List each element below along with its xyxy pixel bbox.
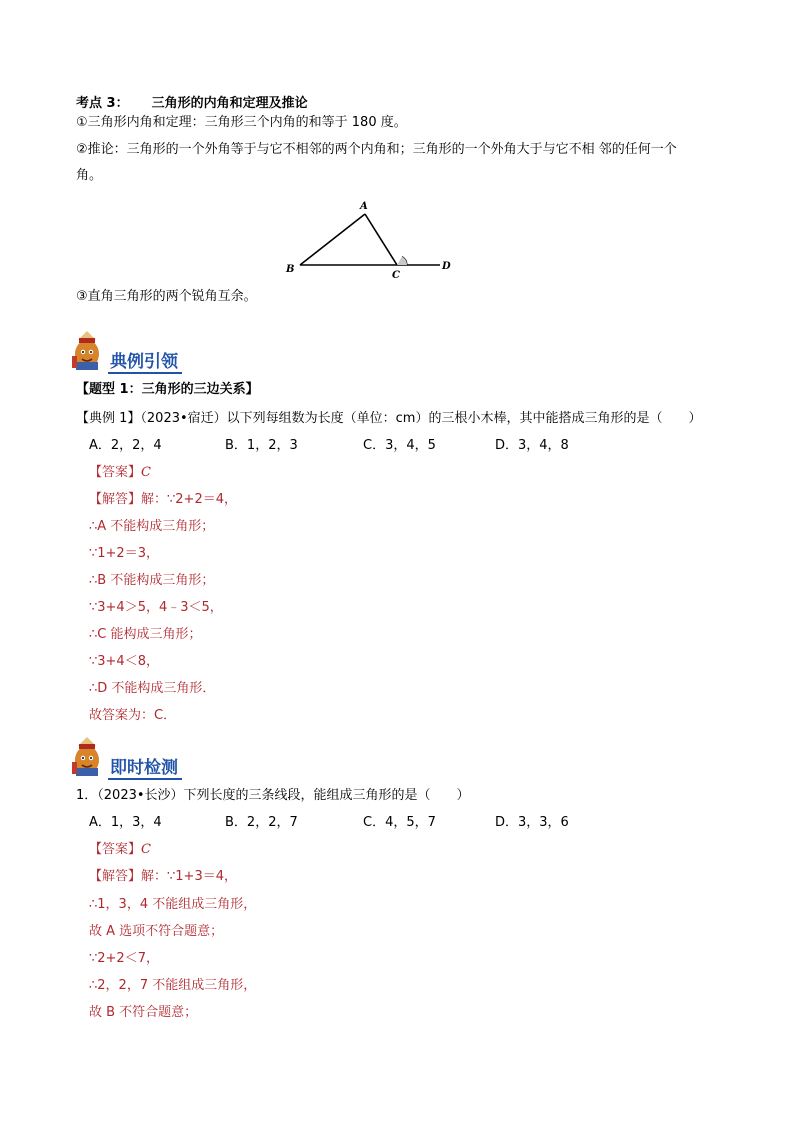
answer-value: C [141,465,151,480]
exterior-angle-fill [397,257,407,266]
kaodian-heading [76,95,308,113]
right-triangle-paragraph: ③直角三角形的两个锐角互余。 [76,289,257,304]
option-b: B．2，2，7 [225,815,298,830]
example-options [89,437,569,455]
label-a: A [360,201,368,212]
answer-label: 【答案】 [89,842,142,857]
check-solution-line-5: ∴2，2，7 不能组成三角形， [89,978,257,993]
corollary-paragraph-line1: ②推论：三角形的一个外角等于与它不相邻的两个内角和；三角形的一个外角大于与它不相 邻的任何一个 [76,142,677,157]
check-solution-line-4: ∵2+2＜7， [89,951,159,966]
solution-label: 【解答】 [89,492,142,507]
check-question: 1．（2023•长沙）下列长度的三条线段，能组成三角形的是（ ） [76,788,470,803]
label-b: B [286,264,295,275]
check-options [89,814,569,832]
topic-heading: 【题型 1：三角形的三边关系】 [76,382,259,397]
section-check-title: 即时检测 [108,758,182,780]
corollary-paragraph-line2: 角。 [76,168,103,183]
label-c: C [392,270,400,280]
example-solution-line-5: ∵3+4＞5，4﹣3＜5， [89,600,223,615]
check-solution-line-6: 故 B 不符合题意； [89,1005,198,1020]
example-question: 【典例 1】（2023•宿迁）以下列每组数为长度（单位：cm）的三根小木棒，其中能搭成三角形的是（ ） [76,411,702,426]
answer-value: C [141,842,151,857]
check-solution-line-1 [89,868,237,886]
section-example-heading [68,330,182,374]
label-d: D [442,261,451,272]
option-d: D．3，4，8 [495,438,569,453]
kaodian-label: 考点 3： [76,96,129,111]
option-b: B．1，2，3 [225,438,298,453]
example-solution-line-1 [89,491,237,509]
check-solution-line-3: 故 A 选项不符合题意； [89,924,224,939]
example-solution-line-8: ∴D 不能构成三角形． [89,681,216,696]
example-solution-line-2: ∴A 不能构成三角形； [89,519,215,534]
example-answer [89,464,151,482]
kaodian-title: 三角形的内角和定理及推论 [151,96,308,111]
line-ac [365,214,397,265]
option-c: C．3，4，5 [363,438,436,453]
example-solution-line-3: ∵1+2＝3， [89,546,159,561]
theorem-paragraph: ①三角形内角和定理：三角形三个内角的和等于 180 度。 [76,115,407,130]
answer-label: 【答案】 [89,465,142,480]
option-c: C．4，5，7 [363,815,436,830]
line-ba [300,214,365,265]
example-solution-line-6: ∴C 能构成三角形； [89,627,202,642]
example-solution-line-7: ∵3+4＜8， [89,654,159,669]
solution-text: 解：∵2+2＝4， [141,492,237,507]
check-answer [89,841,151,859]
option-a: A．1，3，4 [89,815,162,830]
solution-text: 解：∵1+3＝4， [141,869,237,884]
option-a: A．2，2，4 [89,438,162,453]
section-example-title: 典例引领 [108,352,182,374]
example-solution-line-4: ∴B 不能构成三角形； [89,573,215,588]
section-check-heading [68,736,182,780]
example-solution-line-9: 故答案为：C． [89,708,177,723]
check-solution-line-2: ∴1，3，4 不能组成三角形， [89,897,257,912]
option-d: D．3，3，6 [495,815,569,830]
triangle-diagram [280,194,460,280]
solution-label: 【解答】 [89,869,142,884]
pencil-mascot-icon [68,330,106,374]
pencil-mascot-icon [68,736,106,780]
